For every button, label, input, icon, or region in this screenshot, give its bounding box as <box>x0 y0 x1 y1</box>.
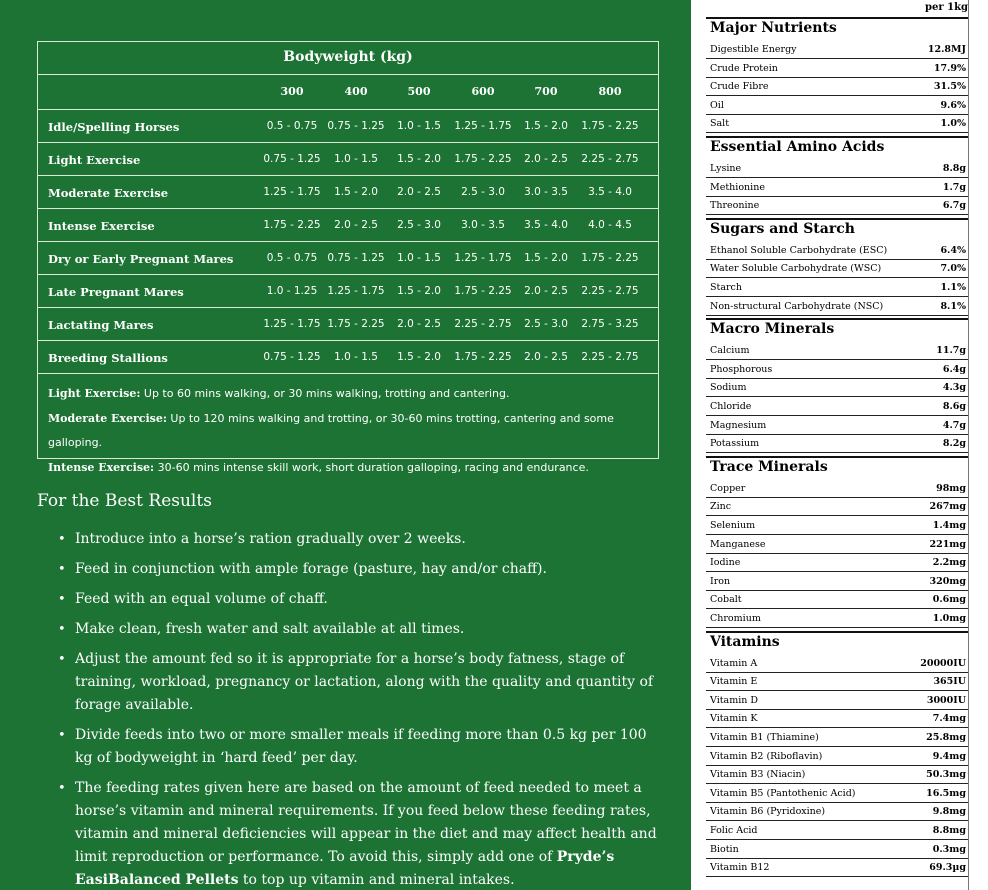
nutrient-row <box>706 573 968 591</box>
nutrient-name: Vitamin B6 (Pyridoxine) <box>710 806 826 818</box>
nutrient-row <box>706 417 968 435</box>
row-label: Late Pregnant Mares <box>48 285 184 299</box>
feed-rate-cell: 1.75 - 2.25 <box>454 351 512 363</box>
feed-row <box>38 242 658 275</box>
nutrient-value: 12.8MJ <box>927 44 966 55</box>
feed-rate-cell: 1.75 - 2.25 <box>581 120 639 132</box>
section-rule <box>706 318 968 320</box>
nutrient-row <box>706 179 968 197</box>
nutrient-row <box>706 298 968 316</box>
nutrient-value: 17.9% <box>933 62 966 74</box>
nutrient-row <box>706 729 968 747</box>
nutrient-row <box>706 398 968 416</box>
nutrient-name: Oil <box>710 99 724 111</box>
feed-rate-cell: 1.5 - 2.0 <box>397 285 441 297</box>
exercise-note-term: Moderate Exercise: <box>48 411 167 425</box>
nutrient-row <box>706 748 968 766</box>
feed-row <box>38 308 658 341</box>
nutrient-row <box>706 591 968 609</box>
exercise-note: Light Exercise: Up to 60 mins walking, or 30 mins walking, trotting and cantering. <box>48 387 510 400</box>
nutrient-row <box>706 78 968 96</box>
nutrient-value: 25.8mg <box>926 732 966 743</box>
nutrient-row <box>706 260 968 278</box>
nutrient-name: Vitamin E <box>710 676 758 688</box>
nutrient-value: 2.2mg <box>932 557 966 569</box>
nutrient-name: Crude Protein <box>710 62 778 74</box>
weight-column-header: 700 <box>534 85 558 98</box>
feed-rate-cell: 3.0 - 3.5 <box>461 219 505 231</box>
feed-rate-cell: 2.0 - 2.5 <box>524 153 568 165</box>
feed-rate-cell: 2.0 - 2.5 <box>524 285 568 297</box>
weights-row <box>38 75 658 110</box>
nutrient-value: 3000IU <box>926 694 966 706</box>
nutrient-name: Manganese <box>710 538 766 550</box>
nutrient-name: Lysine <box>710 163 742 174</box>
feed-rate-cell: 1.0 - 1.5 <box>334 153 378 165</box>
nutrient-row <box>706 859 968 877</box>
feed-rows <box>38 110 658 374</box>
nutrient-name: Sodium <box>710 382 747 394</box>
feed-rate-cell: 1.25 - 1.75 <box>454 252 512 264</box>
nutrient-value: 4.7g <box>942 419 966 431</box>
exercise-note: Moderate Exercise: Up to 120 mins walking and trotting, or 30-60 mins trotting, cantering and some galloping. <box>48 411 614 449</box>
nutrient-name: Vitamin B3 (Niacin) <box>710 769 806 781</box>
nutrient-name: Iron <box>710 575 731 587</box>
feed-rate-cell: 2.0 - 2.5 <box>397 318 441 330</box>
nutrient-name: Iodine <box>710 557 741 569</box>
nutrient-section-title: Macro Minerals <box>710 321 835 338</box>
feed-rate-cell: 2.25 - 2.75 <box>581 351 639 363</box>
nutrient-row <box>706 554 968 572</box>
nutrient-row <box>706 480 968 498</box>
panel-edge-divider <box>968 0 969 890</box>
nutrient-name: Potassium <box>710 438 760 450</box>
feed-rate-cell: 2.5 - 3.0 <box>397 219 441 231</box>
nutrient-row <box>706 160 968 178</box>
feed-rate-cell: 1.5 - 2.0 <box>524 120 568 132</box>
nutrient-value: 4.3g <box>942 382 966 394</box>
nutrient-value: 7.4mg <box>932 713 966 725</box>
nutrient-name: Calcium <box>710 345 750 357</box>
nutrient-row <box>706 379 968 397</box>
nutrient-row <box>706 673 968 691</box>
feed-rate-cell: 1.75 - 2.25 <box>263 219 321 231</box>
feed-rate-cell: 2.5 - 3.0 <box>524 318 568 330</box>
feed-rate-cell: 3.5 - 4.0 <box>524 219 568 231</box>
feed-row <box>38 176 658 209</box>
unit-label: per 1kg <box>925 2 968 13</box>
nutrient-value: 221mg <box>929 538 966 550</box>
section-rule <box>706 136 968 138</box>
nutrient-name: Methionine <box>710 181 765 193</box>
feed-row <box>38 143 658 176</box>
best-results-item: • Feed in conjunction with ample forage (pasture, hay and/or chaff). <box>58 558 668 581</box>
nutrient-value: 1.0mg <box>932 613 966 624</box>
nutrient-name: Non-structural Carbohydrate (NSC) <box>710 300 884 312</box>
feed-rate-cell: 1.0 - 1.5 <box>397 252 441 264</box>
nutrient-value: 1.0% <box>940 118 966 130</box>
row-label: Moderate Exercise <box>48 186 169 200</box>
nutrient-value: 9.4mg <box>932 750 966 762</box>
row-label: Lactating Mares <box>48 318 154 332</box>
feed-rate-cell: 2.0 - 2.5 <box>334 219 378 231</box>
feed-rate-cell: 1.75 - 2.25 <box>327 318 385 330</box>
feeding-rate-table <box>37 41 659 474</box>
nutrient-name: Threonine <box>710 200 760 212</box>
nutrient-row <box>706 766 968 784</box>
best-results-item: • Make clean, fresh water and salt available at all times. <box>58 618 668 641</box>
feed-rate-cell: 1.25 - 1.75 <box>454 120 512 132</box>
nutrient-name: Zinc <box>710 501 732 513</box>
nutrient-row <box>706 498 968 516</box>
feed-row <box>38 341 658 374</box>
feed-rate-cell: 2.0 - 2.5 <box>524 351 568 363</box>
nutrient-section-title: Trace Minerals <box>710 458 828 475</box>
best-results-item: • Adjust the amount fed so it is appropriate for a horse’s body fatness, stage of training, workload, pregnancy or lactation, along with the quality and quantity of forage available. <box>58 648 668 717</box>
weight-column-header: 300 <box>280 85 304 98</box>
feed-rate-cell: 3.0 - 3.5 <box>524 186 568 198</box>
nutrient-value: 69.3µg <box>929 862 966 874</box>
nutrient-row <box>706 97 968 115</box>
best-results-item: • Feed with an equal volume of chaff. <box>58 588 668 611</box>
exercise-notes <box>38 374 658 480</box>
feed-rate-cell: 2.25 - 2.75 <box>581 153 639 165</box>
feed-rate-cell: 2.75 - 3.25 <box>581 318 639 330</box>
feed-rate-cell: 1.75 - 2.25 <box>454 153 512 165</box>
nutrient-value: 7.0% <box>940 263 966 275</box>
nutrient-name: Ethanol Soluble Carbohydrate (ESC) <box>710 244 888 256</box>
nutrient-row <box>706 655 968 673</box>
feed-rate-cell: 1.25 - 1.75 <box>263 318 321 330</box>
feed-rate-cell: 0.5 - 0.75 <box>266 252 318 264</box>
nutrient-row <box>706 197 968 215</box>
best-results-item: • Introduce into a horse’s ration gradually over 2 weeks. <box>58 528 668 551</box>
feed-rate-cell: 2.0 - 2.5 <box>397 186 441 198</box>
nutrient-row <box>706 242 968 260</box>
nutrient-name: Phosphorous <box>710 363 773 375</box>
nutrient-value: 6.4g <box>942 363 966 375</box>
nutrient-name: Vitamin A <box>710 657 758 669</box>
nutrient-name: Selenium <box>710 520 756 531</box>
nutrient-name: Vitamin B12 <box>710 862 770 874</box>
nutrient-value: 9.6% <box>940 99 966 111</box>
row-label: Idle/Spelling Horses <box>48 120 180 134</box>
nutrient-value: 6.4% <box>940 244 966 256</box>
row-label: Intense Exercise <box>48 219 155 233</box>
feed-rate-cell: 1.0 - 1.5 <box>397 120 441 132</box>
nutrient-row <box>706 822 968 840</box>
nutrient-row <box>706 517 968 535</box>
feed-row <box>38 110 658 143</box>
nutrient-value: 11.7g <box>936 345 966 357</box>
table-header <box>38 42 658 75</box>
nutrient-name: Salt <box>710 118 730 130</box>
nutrient-row <box>706 115 968 133</box>
nutrient-name: Digestible Energy <box>710 44 797 55</box>
feed-rate-cell: 0.75 - 1.25 <box>327 120 385 132</box>
nutrient-value: 20000IU <box>920 657 966 669</box>
nutrient-name: Vitamin B1 (Thiamine) <box>710 732 819 743</box>
nutrient-name: Copper <box>710 482 746 494</box>
nutrient-name: Water Soluble Carbohydrate (WSC) <box>710 263 882 275</box>
row-label: Breeding Stallions <box>48 351 168 365</box>
nutrient-row <box>706 279 968 297</box>
feed-rate-cell: 1.75 - 2.25 <box>581 252 639 264</box>
feed-rate-cell: 0.75 - 1.25 <box>327 252 385 264</box>
weight-column-header: 800 <box>598 85 622 98</box>
best-results-item: • The feeding rates given here are based on the amount of feed needed to meet a horse’s vitamin and mineral requirements. If you feed below these feeding rates, vitamin and mineral deficiencies will appear in the diet and may affect health and limit reproduction or performance. To avoid this, simply add one of Pryde’s EasiBalanced Pellets to top up vitamin and mineral intakes. <box>58 777 668 890</box>
nutrient-row <box>706 710 968 728</box>
feed-rate-cell: 1.5 - 2.0 <box>524 252 568 264</box>
nutrient-value: 9.8mg <box>932 806 966 818</box>
row-label: Light Exercise <box>48 153 141 167</box>
nutrient-section-title: Major Nutrients <box>710 20 837 36</box>
nutrient-name: Starch <box>710 282 742 293</box>
exercise-note: Intense Exercise: 30-60 mins intense skill work, short duration galloping, racing and endurance. <box>48 460 589 474</box>
nutrient-value: 16.5mg <box>926 787 966 799</box>
nutrient-section-title: Sugars and Starch <box>710 220 855 237</box>
nutrient-value: 267mg <box>929 501 966 513</box>
nutrient-value: 31.5% <box>933 81 966 93</box>
best-results-list <box>58 528 668 890</box>
nutrient-name: Chloride <box>710 401 752 412</box>
feed-rate-cell: 4.0 - 4.5 <box>588 219 632 231</box>
nutrient-name: Folic Acid <box>710 825 758 836</box>
nutrient-analysis-panel <box>706 0 970 890</box>
nutrient-name: Biotin <box>710 843 739 855</box>
feed-rate-cell: 0.5 - 0.75 <box>266 120 318 132</box>
nutrient-row <box>706 610 968 628</box>
nutrient-value: 320mg <box>929 575 966 587</box>
feed-rate-cell: 1.5 - 2.0 <box>334 186 378 198</box>
nutrient-row <box>706 361 968 379</box>
nutrient-value: 365IU <box>933 676 966 688</box>
nutrient-row <box>706 692 968 710</box>
nutrient-value: 50.3mg <box>926 769 966 781</box>
feed-rate-cell: 1.25 - 1.75 <box>263 186 321 198</box>
exercise-note-term: Intense Exercise: <box>48 460 155 474</box>
feed-rate-cell: 1.25 - 1.75 <box>327 285 385 297</box>
nutrient-name: Vitamin K <box>710 713 758 725</box>
nutrient-value: 8.1% <box>940 300 966 312</box>
nutrient-name: Crude Fibre <box>710 81 769 93</box>
nutrient-name: Magnesium <box>710 419 767 431</box>
product-name: Pryde’s EasiBalanced Pellets <box>75 849 615 888</box>
nutrient-row <box>706 785 968 803</box>
exercise-note-term: Light Exercise: <box>48 387 141 400</box>
nutrient-value: 6.7g <box>942 200 966 212</box>
section-rule <box>706 631 968 633</box>
feed-rate-cell: 0.75 - 1.25 <box>263 351 321 363</box>
nutrient-name: Chromium <box>710 613 761 624</box>
nutrient-name: Cobalt <box>710 594 742 606</box>
nutrient-value: 0.3mg <box>932 843 966 855</box>
feed-row <box>38 275 658 308</box>
weight-column-header: 500 <box>407 85 431 98</box>
weight-column-header: 600 <box>471 85 495 98</box>
nutrient-row <box>706 803 968 821</box>
nutrient-value: 98mg <box>936 482 966 494</box>
feed-rate-cell: 1.5 - 2.0 <box>397 153 441 165</box>
feed-rate-cell: 1.0 - 1.5 <box>334 351 378 363</box>
nutrient-value: 8.6g <box>942 401 966 412</box>
feed-rate-cell: 2.25 - 2.75 <box>454 318 512 330</box>
feed-rate-cell: 3.5 - 4.0 <box>588 186 632 198</box>
nutrient-value: 1.1% <box>940 282 966 293</box>
nutrient-name: Vitamin B5 (Pantothenic Acid) <box>710 787 856 799</box>
weight-column-header: 400 <box>344 85 368 98</box>
nutrient-name: Vitamin B2 (Riboflavin) <box>710 750 823 762</box>
section-rule <box>706 456 968 458</box>
feed-rate-cell: 1.5 - 2.0 <box>397 351 441 363</box>
nutrient-section-title: Vitamins <box>710 633 780 650</box>
best-results-item: • Divide feeds into two or more smaller meals if feeding more than 0.5 kg per 100 kg of bodyweight in ‘hard feed’ per day. <box>58 724 668 770</box>
nutrient-value: 0.6mg <box>932 594 966 606</box>
nutrient-value: 8.2g <box>942 438 966 450</box>
nutrient-row <box>706 435 968 453</box>
feed-rate-cell: 2.25 - 2.75 <box>581 285 639 297</box>
nutrient-row <box>706 41 968 59</box>
section-rule <box>706 17 968 19</box>
feed-rate-cell: 0.75 - 1.25 <box>263 153 321 165</box>
nutrient-row <box>706 841 968 859</box>
bodyweight-header: Bodyweight (kg) <box>283 49 413 65</box>
best-results-title: For the Best Results <box>37 491 212 511</box>
nutrient-value: 8.8g <box>942 163 966 174</box>
feed-rate-cell: 1.0 - 1.25 <box>266 285 318 297</box>
nutrient-value: 1.4mg <box>932 520 966 531</box>
feed-rate-cell: 1.75 - 2.25 <box>454 285 512 297</box>
feed-row <box>38 209 658 242</box>
nutrient-value: 1.7g <box>942 181 966 193</box>
row-label: Dry or Early Pregnant Mares <box>48 252 234 266</box>
nutrient-row <box>706 342 968 360</box>
nutrient-row <box>706 536 968 554</box>
nutrient-value: 8.8mg <box>932 825 966 836</box>
section-rule <box>706 218 968 220</box>
nutrient-section-title: Essential Amino Acids <box>710 139 885 155</box>
feed-rate-cell: 2.5 - 3.0 <box>461 186 505 198</box>
nutrient-name: Vitamin D <box>710 694 759 706</box>
nutrient-row <box>706 60 968 78</box>
